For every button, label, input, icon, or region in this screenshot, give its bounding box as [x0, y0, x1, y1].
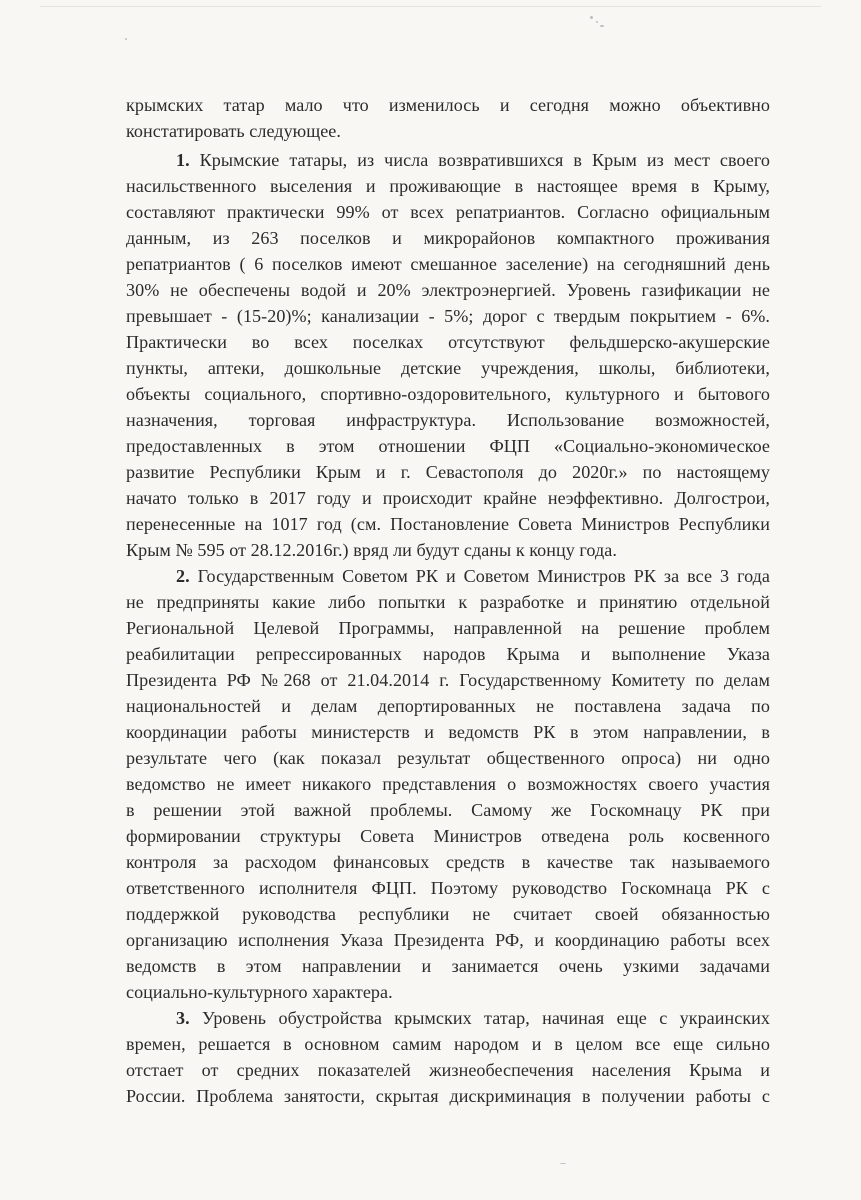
text-line: поддержкой руководства республики не считает своей обязанностью [126, 904, 770, 924]
text-line: объекты социального, спортивно-оздоровительного, культурного и бытового [126, 384, 770, 404]
text-line: Президента РФ №268 от 21.04.2014 г. Государственному Комитету по делам [126, 670, 770, 690]
text-line: Региональной Целевой Программы, направленной на решение проблем [126, 618, 770, 638]
text-line: констатировать следующее. [126, 121, 341, 141]
item-number: 1. [176, 150, 190, 170]
text-line: национальностей и делам депортированных не поставлена задача по [126, 696, 770, 716]
text-line: назначения, торговая инфраструктура. Использование возможностей, [126, 410, 770, 430]
text-line: не предприняты какие либо попытки к разработке и принятию отдельной [126, 592, 770, 612]
text-line: репатриантов ( 6 поселков имеют смешанное заселение) на сегодняшний день [126, 254, 770, 274]
text-line: организацию исполнения Указа Президента РФ, и координацию работы всех [126, 930, 770, 950]
text-line: социально-культурного характера. [126, 982, 393, 1002]
text-line: Крымские татары, из числа возвратившихся в Крым из мест своего [199, 150, 770, 170]
text-line: предоставленных в этом отношении ФЦП «Социально-экономическое [126, 436, 770, 456]
text-line: Крым № 595 от 28.12.2016г.) вряд ли будут сданы к концу года. [126, 540, 617, 560]
text-line: результате чего (как показал результат общественного опроса) ни одно [126, 748, 770, 768]
text-line: реабилитации репрессированных народов Крыма и выполнение Указа [126, 644, 770, 664]
scan-edge [40, 6, 821, 7]
text-line: пункты, аптеки, дошкольные детские учреждения, школы, библиотеки, [126, 358, 770, 378]
scan-speck [560, 1163, 566, 1164]
paragraph-first-line [176, 1005, 770, 1031]
text-line: 30% не обеспечены водой и 20% электроэнергией. Уровень газификации не [126, 280, 770, 300]
text-line: координации работы министерств и ведомств РК в этом направлении, в [126, 722, 770, 742]
paragraph-first-line [176, 563, 770, 589]
text-line: ответственного исполнителя ФЦП. Поэтому руководство Госкомнаца РК с [126, 878, 770, 898]
text-line: Уровень обустройства крымских татар, начиная еще с украинских [202, 1008, 770, 1028]
item-number: 3. [176, 1008, 190, 1028]
text-line: контроля за расходом финансовых средств в качестве так называемого [126, 852, 770, 872]
text-line: в решении этой важной проблемы. Самому же Госкомнацу РК при [126, 800, 770, 820]
text-line: перенесенные на 1017 год (см. Постановление Совета Министров Республики [126, 514, 770, 534]
scan-speck [590, 16, 593, 19]
text-line: крымских татар мало что изменилось и сегодня можно объективно [126, 95, 770, 115]
text-line: России. Проблема занятости, скрытая дискриминация в получении работы с [126, 1086, 770, 1106]
text-line: начато только в 2017 году и происходит крайне неэффективно. Долгострои, [126, 488, 770, 508]
text-line: насильственного выселения и проживающие в настоящее время в Крыму, [126, 176, 770, 196]
text-line: времен, решается в основном самим народом и в целом все еще сильно [126, 1034, 770, 1054]
scan-speck [600, 25, 604, 27]
scan-speck [125, 38, 127, 40]
text-line: превышает - (15-20)%; канализации - 5%; дорог с твердым покрытием - 6%. [126, 306, 770, 326]
text-line: данным, из 263 поселков и микрорайонов компактного проживания [126, 228, 770, 248]
item-number: 2. [176, 566, 190, 586]
text-line: отстает от средних показателей жизнеобеспечения населения Крыма и [126, 1060, 770, 1080]
text-line: формировании структуры Совета Министров отведена роль косвенного [126, 826, 770, 846]
text-line: Государственным Советом РК и Советом Министров РК за все 3 года [197, 566, 770, 586]
text-line: Практически во всех поселках отсутствуют фельдшерско-акушерские [126, 332, 770, 352]
text-line: ведомств в этом направлении и занимается очень узкими задачами [126, 956, 770, 976]
text-line: развитие Республики Крым и г. Севастополя до 2020г.» по настоящему [126, 462, 770, 482]
text-line: составляют практически 99% от всех репатриантов. Согласно официальным [126, 202, 770, 222]
paragraph-first-line [176, 147, 770, 173]
text-line: ведомство не имеет никакого представления о возможностях своего участия [126, 774, 770, 794]
scan-speck [596, 21, 598, 23]
